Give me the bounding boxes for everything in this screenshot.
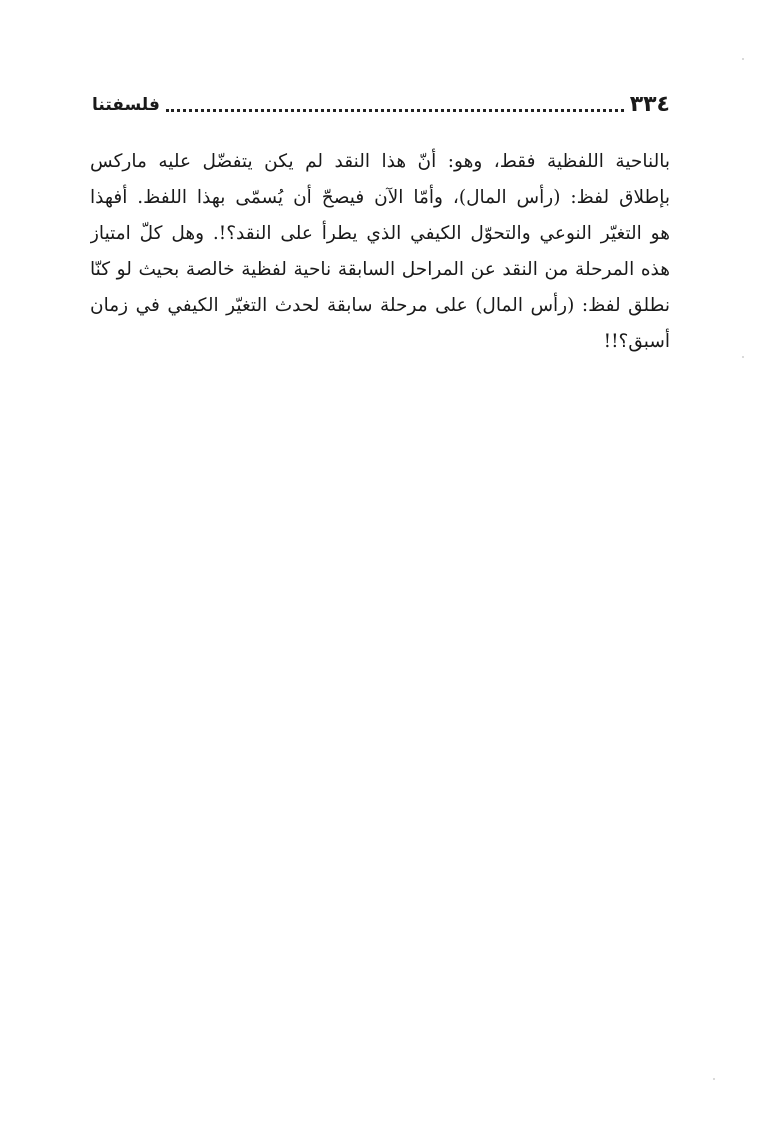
scan-speck	[742, 58, 744, 60]
text-line-3: هو التغيّر النوعي والتحوّل الكيفي الذي يطرأ على النقد؟!. وهل كلّ امتياز	[90, 223, 670, 244]
text-line-1: بالناحية اللفظية فقط، وهو: أنّ هذا النقد لم يكن يتفضّل عليه ماركس	[90, 151, 670, 172]
running-header	[92, 86, 670, 120]
body-text	[90, 144, 670, 360]
text-line-4: هذه المرحلة من النقد عن المراحل السابقة ناحية لفظية خالصة بحيث لو كنّا	[90, 259, 670, 280]
header-dotted-leader	[166, 109, 624, 112]
scan-speck	[713, 1078, 715, 1080]
scan-speck	[742, 356, 744, 358]
book-title: فلسفتنا	[92, 95, 160, 115]
text-line-2: بإطلاق لفظ: (رأس المال)، وأمّا الآن فيصحّ أن يُسمّى بهذا اللفظ. أفهذا	[90, 187, 670, 208]
text-line-6: أسبق؟!!	[603, 331, 670, 352]
page-number: ٣٣٤	[629, 92, 670, 117]
text-line-5: نطلق لفظ: (رأس المال) على مرحلة سابقة لحدث التغيّر الكيفي في زمان	[90, 295, 670, 316]
